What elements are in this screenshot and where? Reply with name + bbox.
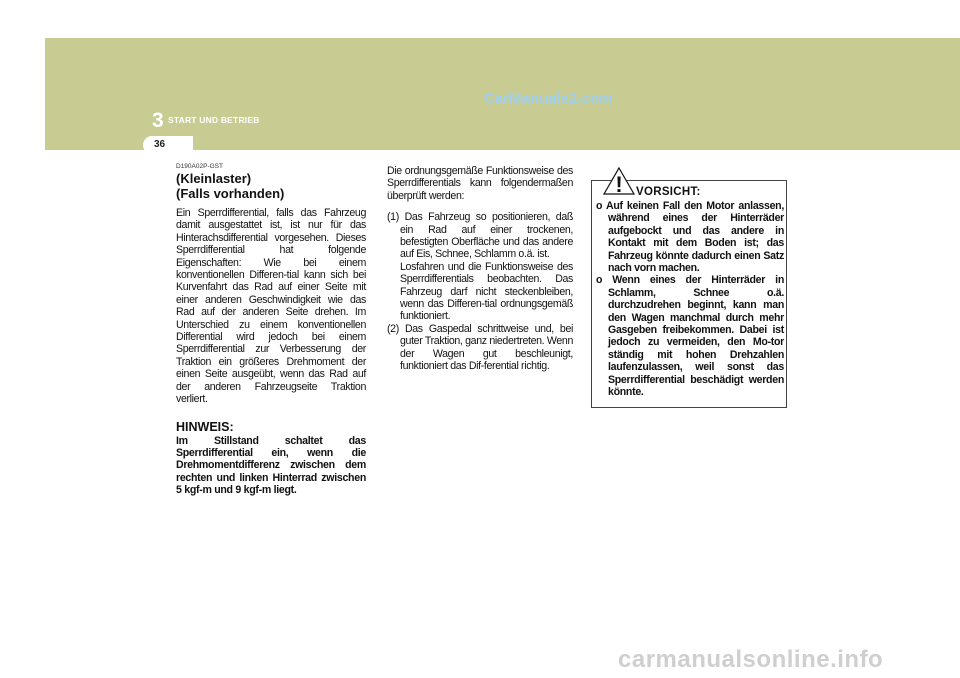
left-column xyxy=(176,163,366,497)
step-marker: (1) xyxy=(387,211,399,224)
check-intro: Die ordnungsgemäße Funktionsweise des Sperrdifferentials kann folgendermaßen überprüft werden: xyxy=(387,165,573,202)
warning-text: Auf keinen Fall den Motor anlassen, während eines der Hinterräder aufgebockt und das andere in Kontakt mit dem Boden ist; das Fahrzeug könnte dadurch einen Satz nach vorn machen. xyxy=(605,200,784,275)
note-text: Im Stillstand schaltet das Sperrdifferential ein, wenn die Drehmomentdifferenz zwischen dem rechten und linken Hinterrad zwischen 5 kgf-m und 9 kgf-m liegt. xyxy=(176,434,366,497)
warning-text: Wenn eines der Hinterräder in Schlamm, Schnee o.ä. durchzudrehen beginnt, kann man den Wagen manchmal durch mehr Gasgeben freibekommen. Dabei ist jedoch zu vermeiden, den Mo-tor ständig mit hohen Drehzahlen laufenzulassen, weil sonst das Sperrdifferential beschädigt werden könnte. xyxy=(608,274,784,399)
watermark-top: CarManuals2.com xyxy=(484,90,613,107)
warning-list xyxy=(596,200,784,399)
watermark-bottom: carmanualsonline.info xyxy=(618,646,884,673)
warning-item xyxy=(596,274,784,398)
chapter-title: START UND BETRIEB xyxy=(168,115,260,125)
section-code: D190A02P-GST xyxy=(176,163,223,170)
warning-marker: o xyxy=(596,274,603,287)
section-heading-line1: (Kleinlaster) xyxy=(176,171,252,186)
note-title: HINWEIS: xyxy=(176,419,234,434)
warning-title: VORSICHT: xyxy=(636,186,701,198)
check-steps xyxy=(387,211,573,372)
middle-column xyxy=(387,165,573,373)
check-step xyxy=(387,211,573,323)
page-number-tab xyxy=(143,136,193,154)
step-text: Das Gaspedal schrittweise und, bei guter Traktion, ganz niedertreten. Wenn der Wagen gut beschleunigt, funktioniert das Dif-ferential richtig. xyxy=(400,322,573,373)
step-subtext: Losfahren und die Funktionsweise des Sperrdifferentials beobachten. Das Fahrzeug darf nicht steckenbleiben, wenn das Differen-tial ordnungsgemäß funktioniert. xyxy=(400,260,573,323)
warning-exclamation: ! xyxy=(615,172,623,196)
chapter-number: 3 xyxy=(152,109,164,132)
warning-item xyxy=(596,200,784,274)
warning-triangle-icon xyxy=(602,166,636,196)
page-number: 36 xyxy=(154,139,166,150)
warning-marker: o xyxy=(596,200,603,212)
step-marker: (2) xyxy=(387,322,399,335)
step-text: Das Fahrzeug so positionieren, daß ein Rad auf einer trockenen, befestigten Oberfläche und das andere auf Eis, Schnee, Schlamm o.ä. ist. xyxy=(400,211,573,261)
section-body: Ein Sperrdifferential, falls das Fahrzeug damit ausgestattet ist, ist nur für das Hinterachsdifferential vorgesehen. Dieses Sperrdifferential hat folgende Eigenschaften: Wie bei einem konventionellen Differen-tial kann sich bei Kurvenfahrt das Rad auf einer Seite mit einer anderen Geschwindigkeit wie das Rad auf der anderen Seite drehen. Im Unterschied zu einem konventionellen Differential wird jedoch bei einem Sperrdifferential zur Verbesserung der Traktion ein größeres Drehmoment der einen Seite ausgeübt, wenn das Rad auf der anderen Fahrzeugseite Traktion verliert. xyxy=(176,207,366,406)
section-heading-line2: (Falls vorhanden) xyxy=(176,186,285,201)
check-step xyxy=(387,323,573,373)
